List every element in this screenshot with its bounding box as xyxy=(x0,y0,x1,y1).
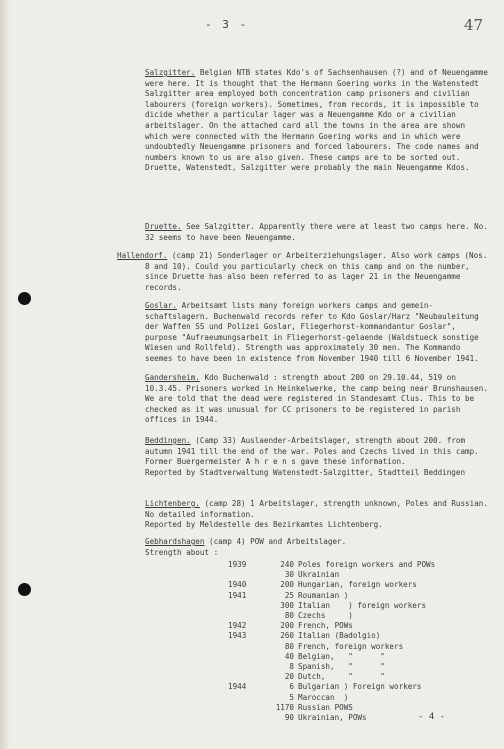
strength-row xyxy=(228,580,435,590)
section-druette xyxy=(145,222,490,243)
strength-description: Ukrainian xyxy=(298,570,340,580)
page-number: - 3 - xyxy=(205,18,249,31)
section-text: (camp 21) Sonderlager or Arbeiterziehungslager. Also work camps (Nos. 8 and 10). Could you particularly check on this camp and on the number, since Druette has also been referred to as lager 21 in the Neuengamme records. xyxy=(145,251,488,292)
strength-table xyxy=(228,560,435,723)
section-gandersheim xyxy=(145,373,490,426)
strength-year xyxy=(228,662,258,672)
strength-year: 1944 xyxy=(228,682,247,692)
strength-description: Italian (Badolgio) xyxy=(298,631,381,641)
section-note: Reported by Stadtverwaltung Watenstedt-Salzgitter, Stadtteil Beddingen xyxy=(145,467,466,477)
strength-row xyxy=(228,611,435,621)
strength-year: 1939 xyxy=(228,560,247,569)
strength-count: 80 xyxy=(284,611,294,621)
strength-year xyxy=(228,570,258,580)
strength-row xyxy=(228,662,435,672)
strength-count: 200 xyxy=(280,580,294,590)
section-heading: Lichtenberg. xyxy=(145,499,200,508)
strength-description: Maroccan ) xyxy=(298,692,349,702)
section-gebhardshagen xyxy=(145,537,490,558)
strength-description: Roumanian ) xyxy=(298,590,349,600)
strength-row xyxy=(228,652,435,662)
strength-year: 1940 xyxy=(228,580,247,590)
strength-description: Czechs ) xyxy=(298,611,353,621)
strength-description: Poles foreign workers and POWs xyxy=(298,560,436,569)
strength-count: 300 xyxy=(280,600,294,610)
strength-year xyxy=(228,703,258,713)
strength-description: French, POWs xyxy=(298,621,353,631)
section-text: Arbeitsamt lists many foreign workers camps and gemein-schaftslagern. Buchenwald records refer to Kdo Goslar/Harz "Neubauleitung der Waffen SS und Polizei Goslar, Fliegerhorst-kommandantur Goslar", purpose "Aufraeumungsarbeit in Fliegerhorst-gelaende (Waldstueck sonstige Wiesen und Rollfeld). Strength was approximately 30 men. The Kommando seemes to have been in existence from November 1940 till 6 November 1941. xyxy=(145,301,479,363)
section-text: Kdo Buchenwald : strength about 200 on 29.10.44, 519 on 10.3.45. Prisoners worked in Heinkelwerke, the camp being near Brunshausen. We are told that the dead were registered in Standesamt Clus. This to be checked as it was unusual for CC prisoners to be registered in parish offices in 1944. xyxy=(145,373,488,425)
strength-year xyxy=(228,652,258,662)
section-note: Reported by Meldestelle des Bezirkamtes Lichtenberg. xyxy=(145,520,383,530)
strength-year xyxy=(228,601,258,611)
punch-hole-bottom xyxy=(18,583,31,596)
strength-year xyxy=(228,672,258,682)
section-salzgitter xyxy=(145,68,490,174)
section-beddingen xyxy=(145,436,490,478)
section-text: (camp 4) POW and Arbeitslager. xyxy=(209,537,347,546)
strength-row xyxy=(228,693,435,703)
section-heading: Gebhardshagen xyxy=(145,537,205,546)
punch-hole-top xyxy=(18,292,31,305)
strength-count: 40 xyxy=(284,651,294,661)
strength-row xyxy=(228,570,435,580)
strength-row xyxy=(228,621,435,631)
strength-row xyxy=(228,631,435,641)
strength-description: Belgian, " " xyxy=(298,651,385,661)
strength-count: 200 xyxy=(280,621,294,631)
strength-row xyxy=(228,601,435,611)
section-heading: Beddingen. xyxy=(145,436,191,445)
strength-count: 8 xyxy=(289,662,294,672)
strength-description: Russian POWS xyxy=(298,702,353,712)
strength-row xyxy=(228,713,435,723)
strength-row xyxy=(228,591,435,601)
strength-description: Hungarian, foreign workers xyxy=(298,580,417,590)
strength-description: Bulgarian ) Foreign workers xyxy=(298,682,422,692)
strength-count: 5 xyxy=(289,692,294,702)
strength-year xyxy=(228,693,258,703)
strength-description: Spanish, " " xyxy=(298,662,385,672)
strength-count: 90 xyxy=(284,713,294,723)
strength-row xyxy=(228,703,435,713)
strength-count: 20 xyxy=(284,672,294,682)
section-heading: Druette. xyxy=(145,222,182,231)
strength-count: 25 xyxy=(284,590,294,600)
strength-count: 1170 xyxy=(275,702,294,712)
strength-description: Italian ) foreign workers xyxy=(298,600,427,610)
strength-row xyxy=(228,682,435,692)
section-heading: Gandersheim. xyxy=(145,373,200,382)
footer-page-number: - 4 - xyxy=(418,712,446,722)
strength-year: 1943 xyxy=(228,631,247,641)
section-hallendorf xyxy=(117,251,490,293)
strength-label: Strength about : xyxy=(145,547,219,557)
strength-count: 260 xyxy=(280,631,294,641)
handwritten-page-number: 47 xyxy=(464,16,484,34)
strength-row xyxy=(228,642,435,652)
strength-count: 6 xyxy=(289,682,294,692)
section-heading: Salzgitter. xyxy=(145,68,196,77)
section-goslar xyxy=(145,301,490,365)
strength-count: 240 xyxy=(280,560,294,569)
section-text: Belgian NTB states Kdo's of Sachsenhausen (?) and of Neuengamme were here. It is thought that the Hermann Goering works in the Watenstedt Salzgitter area employed both concentration camp prisoners and civilian labourers (foreign workers). Sometimes, from records, it is impossible to dicide whether a particular lager was a Neuengamme Kdo or a civilian arbeitslager. On the attached card all the towns in the area are shown which were connected with the Hermann Goering works and in which were undoubtedly Neuengamme prisoners and forced labourers. The code names and numbers known to us are also given. These camps are to be sorted out. Druette, Watenstedt, Salzgitter were probably the main Neuengamme Kdos. xyxy=(145,68,488,173)
section-heading: Hallendorf. xyxy=(117,251,168,260)
section-lichtenberg xyxy=(145,499,490,531)
section-text: See Salzgitter. Apparently there were at least two camps here. No. 32 seems to have been Neuengamme. xyxy=(145,222,488,242)
strength-description: Ukrainian, POWs xyxy=(298,713,367,723)
strength-year xyxy=(228,713,258,723)
strength-year xyxy=(228,642,258,652)
strength-year: 1941 xyxy=(228,590,247,600)
section-heading: Goslar. xyxy=(145,301,178,310)
strength-count: 80 xyxy=(284,641,294,651)
strength-row xyxy=(228,672,435,682)
strength-description: French, foreign workers xyxy=(298,641,404,651)
section-text: (Camp 33) Auslaender-Arbeitslager, strength about 200. from autumn 1941 till the end of the war. Poles and Czechs lived in this camp. Former Buergermeister A h r e n s gave these information. xyxy=(145,436,479,467)
strength-year xyxy=(228,611,258,621)
page-edge-shadow xyxy=(0,0,10,749)
strength-count: 30 xyxy=(284,570,294,580)
strength-description: Dutch, " " xyxy=(298,672,385,682)
strength-year: 1942 xyxy=(228,621,247,631)
strength-row xyxy=(228,560,435,570)
section-text: (camp 28) 1 Arbeitslager, strength unknown, Poles and Russian. No detailed information. xyxy=(145,499,488,519)
